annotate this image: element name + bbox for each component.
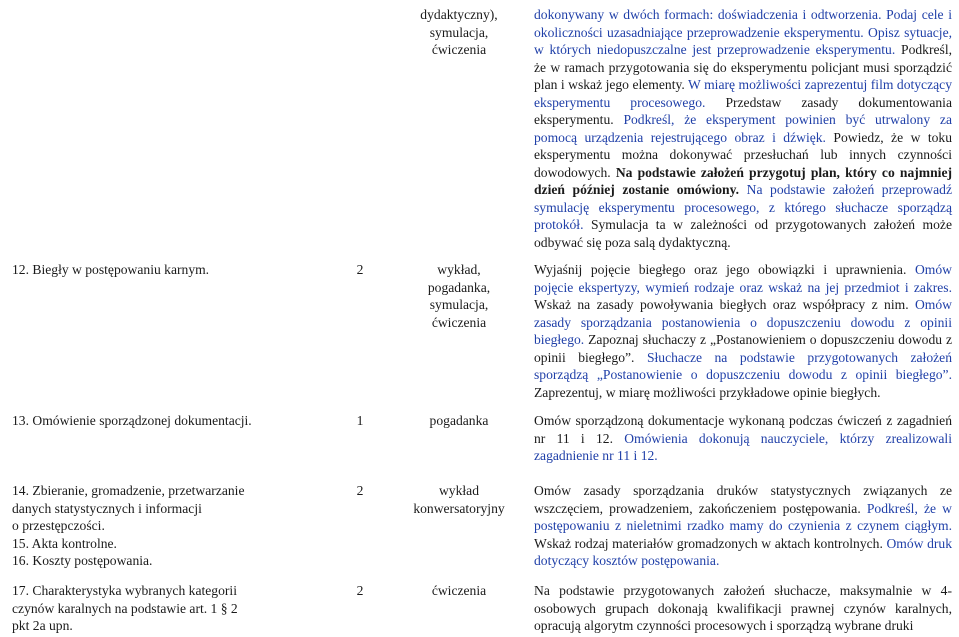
row14-description-cell (534, 482, 952, 570)
desc-segment: Podkreśl, że eksperyment powinien być utrwalony za pomocą urządzenia rejestrującego obraz i dźwięk. (534, 112, 952, 145)
desc-segment: Wskaż rodzaj materiałów gromadzonych w aktach kontrolnych. (534, 535, 883, 551)
row17-hours: 2 (356, 583, 364, 598)
desc-segment: W miarę możliwości zaprezentuj film dotyczący eksperymentu procesowego. (534, 77, 952, 110)
topic-line: 16. Koszty postępowania. (12, 553, 153, 568)
desc-segment: Wyjaśnij pojęcie biegłego oraz jego obowiązki i uprawnienia. (534, 262, 907, 277)
method-line: wykład, (437, 262, 481, 277)
topic-line: o przestępczości. (12, 518, 105, 533)
row17-method: ćwiczenia (431, 583, 487, 598)
method-line: ćwiczenia (431, 314, 487, 330)
desc-segment: Na podstawie przygotowanych założeń słuchacze, maksymalnie w 4-osobowych grupach dokonają kwalifikacji prawnej czynów karalnych, opracują algorytm czynności procesowych i sporządzą wybrane druki (534, 583, 952, 633)
desc-segment: Omów zasady sporządzania postanowienia o dopuszczeniu dowodu z opinii biegłego. (534, 297, 952, 347)
desc-segment: Omów druk dotyczący kosztów postępowania. (534, 535, 952, 568)
desc-segment: Podkreśl, że w postępowaniu z nieletnimi rzadko mamy do czynienia z czynem ciągłym. (534, 500, 952, 533)
topic-line: 15. Akta kontrolne. (12, 535, 117, 551)
desc-segment: Omów zasady sporządzania druków statystycznych związanych ze wszczęciem, prowadzeniem, zakończeniem postępowania. (534, 483, 952, 516)
row13-topic (12, 412, 297, 430)
top-description-cell (534, 6, 952, 251)
topic-text: 13. Omówienie sporządzonej dokumentacji. (12, 413, 252, 428)
topic-text: 12. Biegły w postępowaniu karnym. (12, 262, 210, 277)
desc-segment: Zapoznaj słuchaczy z „Postanowieniem o dopuszczeniu dowodu z opinii biegłego”. (534, 332, 952, 365)
top-method-cell (398, 6, 520, 59)
row14-topic (12, 482, 297, 570)
row12-topic (12, 261, 297, 279)
desc-segment: Na podstawie założeń przygotuj plan, który co najmniej dzień później zostanie omówiony. (534, 164, 953, 197)
method-line: ćwiczenia (431, 42, 487, 57)
row13-description-cell (534, 412, 952, 465)
desc-segment: Opisz sytuacje, w których niedopuszczalne jest przeprowadzenie eksperymentu. (534, 24, 952, 57)
row13-method: pogadanka (429, 413, 489, 428)
method-line: wykład (438, 483, 480, 498)
desc-segment: Omów pojęcie ekspertyzy, wymień rodzaje oraz wskaż na jej przedmiot i zakres. (534, 262, 952, 295)
method-line: dydaktyczny), (420, 7, 498, 22)
topic-line: czynów karalnych na podstawie art. 1 § 2 (12, 600, 238, 616)
method-line: pogadanka, (427, 279, 491, 295)
row14-method-cell (398, 482, 520, 517)
desc-segment: Podkreśl, że w ramach przygotowania się do eksperymentu policjant musi sporządzić plan i wskaż jego elementy. (534, 42, 952, 92)
desc-segment: Zaprezentuj, w miarę możliwości przykładowe opinie biegłych. (534, 384, 881, 400)
topic-line: 14. Zbieranie, gromadzenie, przetwarzanie (12, 483, 245, 498)
desc-segment: Wskaż na zasady powoływania biegłych oraz współpracy z nim. (534, 297, 909, 312)
desc-segment: Powiedz, że w toku eksperymentu można dokonywać przesłuchań lub innych czynności dowodowych. (534, 129, 952, 180)
desc-segment: dokonywany w dwóch formach: doświadczenia i odtworzenia. Podaj cele i okoliczności uzasadniające przeprowadzenie eksperymentu. (534, 7, 952, 40)
desc-segment: Słuchacze na podstawie przygotowanych założeń sporządzą „Postanowienie o dopuszczeniu dowodu z opinii biegłego”. (534, 349, 952, 382)
row12-method-cell (398, 261, 520, 331)
desc-segment: Na podstawie założeń przeprowadź symulację eksperymentu procesowego, z którego słuchacze sporządzą protokół. (534, 182, 952, 232)
desc-segment: Omów sporządzoną dokumentacje wykonaną podczas ćwiczeń z zagadnień nr 11 i 12. (534, 413, 952, 446)
row17-topic (12, 582, 297, 635)
topic-line: pkt 2a upn. (12, 618, 73, 633)
row14-hours: 2 (356, 483, 364, 498)
row13-hours: 1 (356, 413, 364, 428)
row12-hours: 2 (356, 262, 364, 277)
desc-segment: Symulacja ta w zależności od przygotowanych założeń może odbywać się poza salą dydaktyczną. (534, 217, 952, 250)
method-line: konwersatoryjny (413, 500, 505, 516)
method-line: symulacja, (429, 24, 489, 40)
method-line: symulacja, (429, 297, 489, 312)
desc-segment: Przedstaw zasady dokumentowania eksperymentu. (534, 94, 952, 127)
topic-line: danych statystycznych i informacji (12, 500, 202, 516)
topic-line: 17. Charakterystyka wybranych kategorii (12, 583, 237, 598)
row12-description-cell (534, 261, 952, 401)
desc-segment: Omówienia dokonują nauczyciele, którzy zrealizowali zagadnienie nr 11 i 12. (534, 430, 952, 463)
row17-description-cell (534, 582, 952, 636)
